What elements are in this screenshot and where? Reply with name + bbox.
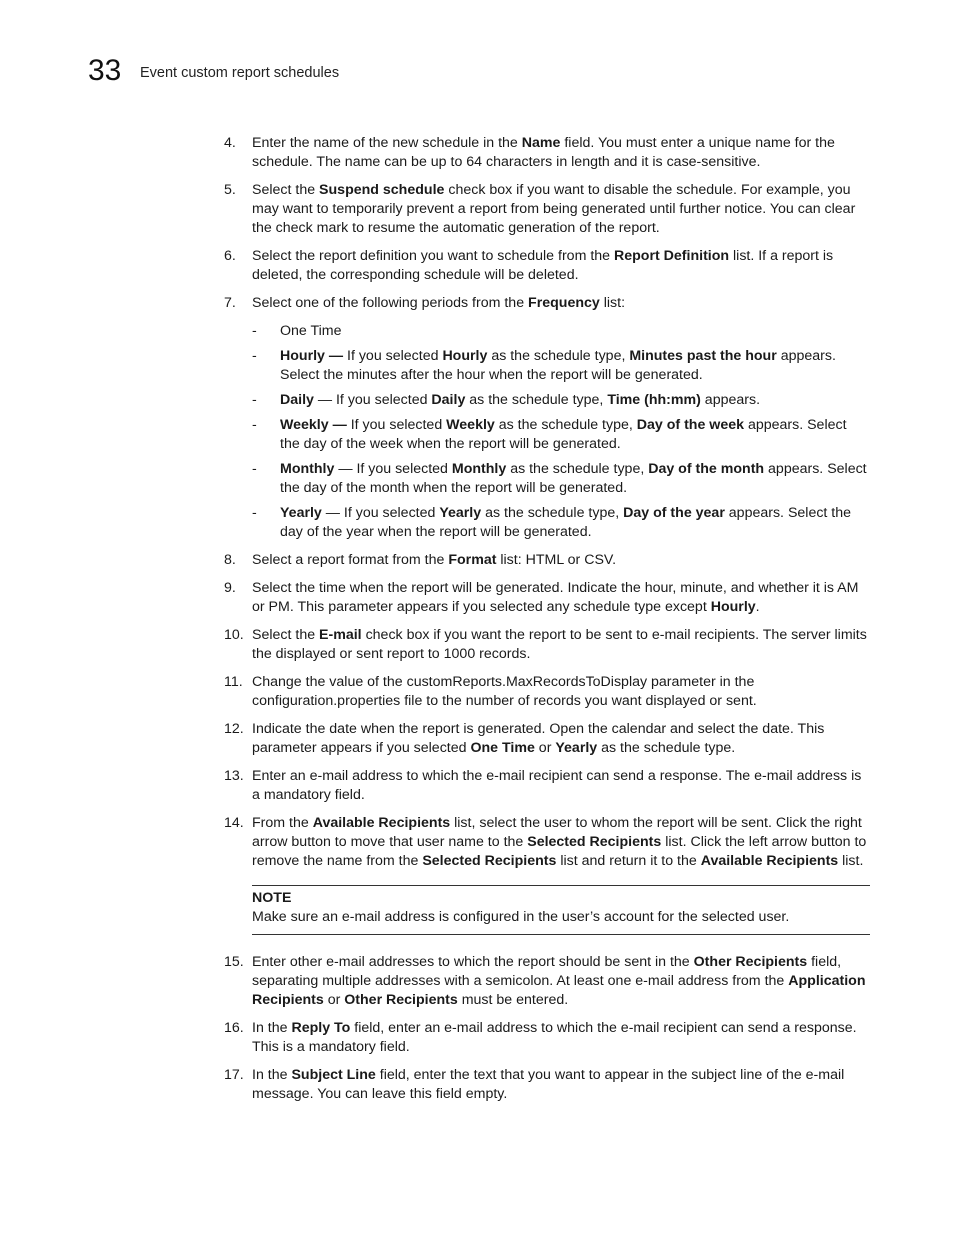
step-text: — If you selected (321, 505, 440, 521)
step-text: check box if you want the report to be sent to e-mail recipients. The server limits the displayed or sent report to 1000 records. (252, 627, 867, 662)
ui-term: Daily (431, 392, 466, 408)
step-body (252, 134, 870, 172)
ui-term: Weekly — (280, 417, 347, 433)
ui-term: Available Recipients (312, 815, 451, 831)
step-body (252, 1066, 870, 1104)
step-text: as the schedule type, (481, 505, 624, 521)
step-item (224, 181, 870, 238)
step-text: Change the value of the customReports.MaxRecordsToDisplay parameter in the configuration.properties file to the number of records you want displayed or sent. (252, 674, 757, 709)
step-text: If you selected (346, 417, 447, 433)
step-text: list. If a report is deleted, the corresponding schedule will be deleted. (252, 248, 834, 283)
step-item (224, 579, 870, 617)
ui-term: Day of the year (623, 505, 725, 521)
step-body (252, 953, 870, 1010)
bullet-item (252, 322, 870, 341)
step-number: 8. (224, 552, 236, 568)
step-number: 9. (224, 580, 236, 596)
step-text: field, separating multiple addresses with a semicolon. At least one e-mail address from the (252, 954, 842, 989)
dash-bullet-icon: - (252, 323, 257, 339)
step-body (252, 551, 870, 570)
ui-term: Daily (280, 392, 314, 408)
step-text: list, select the user to whom the report will be sent. Click the right arrow button to move that user name to the (252, 815, 862, 850)
step-number: 16. (224, 1020, 244, 1036)
step-body (252, 626, 870, 664)
step-text: or (534, 740, 556, 756)
ui-term: Other Recipients (693, 954, 808, 970)
ui-term: Yearly (280, 505, 322, 521)
step-number: 7. (224, 295, 236, 311)
ui-term: Yearly (555, 740, 598, 756)
step-item (224, 551, 870, 570)
step-text: Enter the name of the new schedule in the (252, 135, 522, 151)
step-item (224, 673, 870, 711)
step-text: as the schedule type, (487, 348, 630, 364)
dash-bullet-icon: - (252, 461, 257, 477)
step-text: One Time (280, 323, 342, 339)
step-number: 15. (224, 954, 244, 970)
note-label: NOTE (252, 890, 292, 906)
ui-term: Day of the month (648, 461, 765, 477)
ui-term: Day of the week (636, 417, 744, 433)
step-text: field. You must enter a unique name for the schedule. The name can be up to 64 characters in length and it is case-sensitive. (252, 135, 835, 170)
ui-term: Selected Recipients (422, 853, 557, 869)
bullet-item (252, 460, 870, 498)
step-text: Select the (252, 627, 320, 643)
ui-term: Monthly (451, 461, 507, 477)
dash-bullet-icon: - (252, 505, 257, 521)
step-item (224, 814, 870, 871)
step-number: 6. (224, 248, 236, 264)
step-text: Select the (252, 182, 320, 198)
ui-term: Suspend schedule (319, 182, 445, 198)
dash-bullet-icon: - (252, 348, 257, 364)
chapter-number: 33 (88, 54, 122, 87)
step-text: field, enter an e-mail address to which the e-mail recipient can send a response. This is a mandatory field. (252, 1020, 857, 1055)
ui-term: Yearly (439, 505, 482, 521)
step-number: 14. (224, 815, 244, 831)
step-text: Select a report format from the (252, 552, 449, 568)
step-body (252, 1019, 870, 1057)
step-text: or (323, 992, 345, 1008)
step-text: — If you selected (334, 461, 452, 477)
frequency-options (252, 322, 870, 542)
ui-term: Monthly (280, 461, 335, 477)
step-text: In the (252, 1067, 292, 1083)
step-text: check box if you want to disable the schedule. For example, you may want to temporarily prevent a report from being generated until further notice. You can clear the check mark to resume the automatic generation of the report. (252, 182, 856, 236)
step-item (224, 294, 870, 542)
step-text: appears. Select the day of the week when the report will be generated. (280, 417, 847, 452)
ui-term: Reply To (291, 1020, 351, 1036)
step-text: Enter an e-mail address to which the e-mail recipient can send a response. The e-mail address is a mandatory field. (252, 768, 862, 803)
step-item (224, 1019, 870, 1057)
ui-term: Format (448, 552, 497, 568)
step-number: 10. (224, 627, 244, 643)
ui-term: Weekly (446, 417, 495, 433)
step-item (224, 626, 870, 664)
step-item (224, 247, 870, 285)
step-text: Select the time when the report will be generated. Indicate the hour, minute, and whether it is AM or PM. This parameter appears if you selected any schedule type except (252, 580, 859, 615)
step-text: appears. (700, 392, 761, 408)
step-body (252, 579, 870, 617)
step-text: list and return it to the (556, 853, 701, 869)
note-text: Make sure an e-mail address is configured in the user’s account for the selected user. (252, 909, 790, 925)
step-number: 17. (224, 1067, 244, 1083)
step-number: 11. (224, 674, 243, 690)
step-text: as the schedule type, (506, 461, 649, 477)
dash-bullet-icon: - (252, 417, 257, 433)
ui-term: Hourly (710, 599, 756, 615)
ui-term: One Time (470, 740, 535, 756)
step-text: must be entered. (457, 992, 569, 1008)
step-item (224, 134, 870, 172)
step-text: . (755, 599, 760, 615)
ui-term: Hourly — (280, 348, 344, 364)
step-body (252, 673, 870, 711)
ui-term: Time (hh:mm) (607, 392, 701, 408)
step-number: 4. (224, 135, 236, 151)
step-text: as the schedule type. (597, 740, 736, 756)
step-item (224, 953, 870, 1010)
step-body (252, 294, 870, 313)
procedure-steps (224, 134, 870, 1113)
step-text: as the schedule type, (494, 417, 637, 433)
bullet-item (252, 504, 870, 542)
step-text: list: HTML or CSV. (496, 552, 617, 568)
step-number: 12. (224, 721, 244, 737)
step-text: Indicate the date when the report is generated. Open the calendar and select the date. This parameter appears if you selected (252, 721, 825, 756)
step-text: appears. Select the day of the month when the report will be generated. (280, 461, 867, 496)
step-item (224, 767, 870, 805)
step-text: list. (838, 853, 864, 869)
step-text: appears. Select the minutes after the hour when the report will be generated. (280, 348, 836, 383)
step-text: Select the report definition you want to schedule from the (252, 248, 614, 264)
step-text: list. Click the left arrow button to remove the name from the (252, 834, 867, 869)
ui-term: Report Definition (614, 248, 730, 264)
step-item (224, 720, 870, 758)
step-text: If you selected (343, 348, 443, 364)
step-body (252, 181, 870, 238)
step-number: 13. (224, 768, 244, 784)
step-text: list: (599, 295, 626, 311)
ui-term: Minutes past the hour (629, 348, 777, 364)
step-text: From the (252, 815, 313, 831)
step-item (224, 1066, 870, 1104)
ui-term: Subject Line (291, 1067, 376, 1083)
ui-term: E-mail (319, 627, 362, 643)
note-box (252, 885, 870, 935)
step-body (252, 814, 870, 871)
ui-term: Frequency (528, 295, 600, 311)
chapter-title: Event custom report schedules (140, 65, 340, 81)
step-body (252, 247, 870, 285)
step-text: In the (252, 1020, 292, 1036)
bullet-item (252, 347, 870, 385)
ui-term: Selected Recipients (527, 834, 662, 850)
step-text: Select one of the following periods from the (252, 295, 529, 311)
ui-term: Application Recipients (252, 973, 866, 1008)
dash-bullet-icon: - (252, 392, 257, 408)
step-number: 5. (224, 182, 236, 198)
step-text: — If you selected (313, 392, 432, 408)
step-text: field, enter the text that you want to appear in the subject line of the e-mail message. You can leave this field empty. (252, 1067, 845, 1102)
bullet-item (252, 391, 870, 410)
step-body (252, 720, 870, 758)
ui-term: Other Recipients (344, 992, 458, 1008)
step-body (252, 767, 870, 805)
ui-term: Hourly (442, 348, 488, 364)
bullet-item (252, 416, 870, 454)
ui-term: Available Recipients (700, 853, 839, 869)
step-text: Enter other e-mail addresses to which the report should be sent in the (252, 954, 694, 970)
step-text: appears. Select the day of the year when the report will be generated. (280, 505, 852, 540)
step-text: as the schedule type, (465, 392, 608, 408)
ui-term: Name (521, 135, 561, 151)
